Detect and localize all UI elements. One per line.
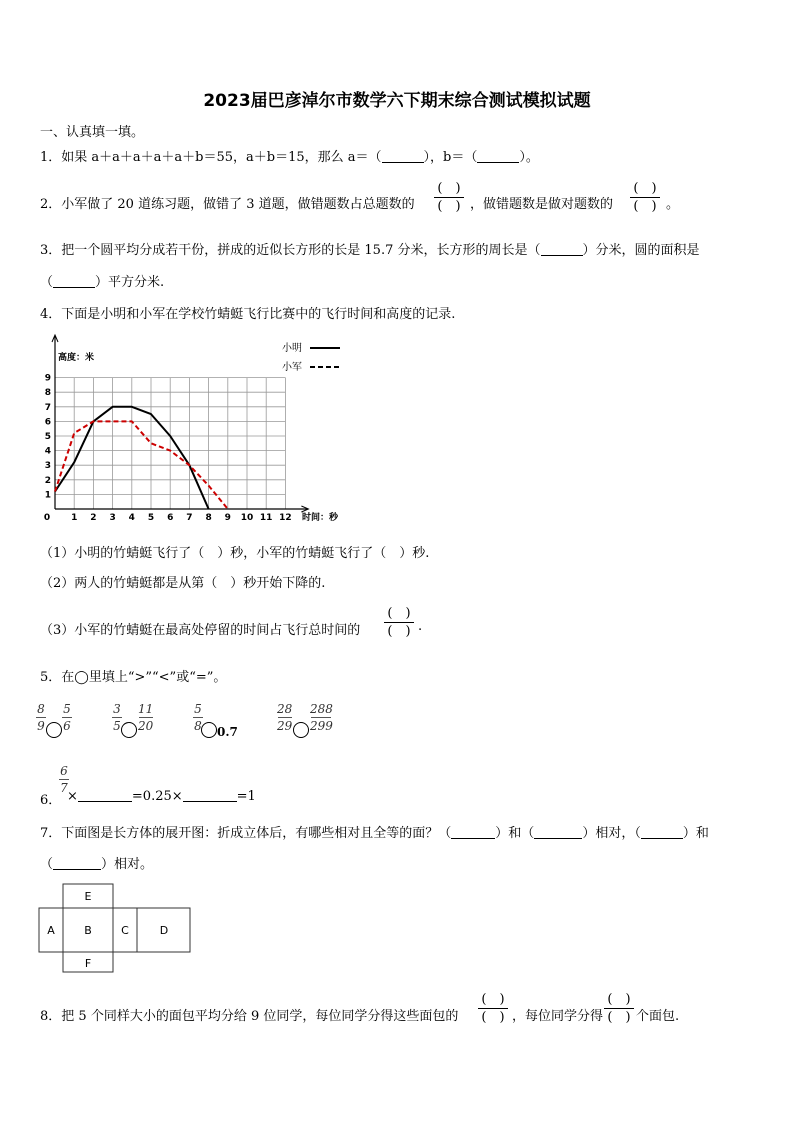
question-3-cont <box>40 271 164 290</box>
answer-fraction[interactable] <box>630 180 660 215</box>
flight-line-chart <box>30 332 360 532</box>
compare-circle[interactable] <box>201 722 217 738</box>
answer-blank[interactable] <box>477 150 519 163</box>
answer-fraction[interactable] <box>384 605 414 640</box>
answer-blank[interactable] <box>183 789 237 802</box>
x-tick-label: 11 <box>259 513 273 523</box>
question-text: ，每位同学分得 <box>512 1009 604 1024</box>
y-tick-label: 2 <box>44 475 51 486</box>
question-4-sub1: （1）小明的竹蜻蜓飞行了（ ）秒，小军的竹蜻蜓飞行了（ ）秒. <box>40 546 430 561</box>
compare-circle[interactable] <box>46 722 62 738</box>
fraction-denominator: ( ) <box>633 199 657 214</box>
question-text: 把 5 个同样大小的面包平均分给 9 位同学，每位同学分得这些面包的 <box>61 1009 459 1024</box>
question-text: ）平方分米. <box>95 275 165 290</box>
question-number: 7． <box>40 826 62 841</box>
question-text: × <box>67 789 78 804</box>
legend-label: 小军 <box>282 362 302 373</box>
fraction: 288 299 <box>310 702 333 733</box>
fraction: 6 7 <box>60 764 68 795</box>
fraction: 5 8 <box>194 702 202 733</box>
x-tick-label: 5 <box>147 513 155 523</box>
answer-blank[interactable] <box>451 826 495 839</box>
legend-label: 小明 <box>282 343 302 354</box>
face-label: B <box>84 924 92 937</box>
y-tick-label: 9 <box>44 373 51 384</box>
question-text: 在◯里填上“>”“<”或“=”。 <box>61 670 227 685</box>
fraction-denominator: ( ) <box>481 1010 505 1025</box>
fraction-denominator: ( ) <box>387 624 411 639</box>
y-tick-label: 8 <box>44 388 51 399</box>
question-number: 4． <box>40 307 62 322</box>
question-8 <box>40 1005 458 1024</box>
x-tick-label: 8 <box>205 513 212 523</box>
x-tick-label: 7 <box>186 513 193 523</box>
answer-fraction[interactable] <box>434 180 464 215</box>
question-text: ）相对，（ <box>582 826 641 841</box>
fraction: 3 5 <box>113 702 121 733</box>
question-4 <box>40 303 455 322</box>
fraction-numerator: ( ) <box>437 181 461 196</box>
face-label: A <box>47 924 55 937</box>
question-3 <box>40 239 700 258</box>
answer-blank[interactable] <box>382 150 424 163</box>
x-tick-label: 1 <box>71 513 78 523</box>
question-number: 6． <box>40 793 62 808</box>
fraction-denominator: ( ) <box>607 1010 631 1025</box>
face-label: F <box>84 957 92 970</box>
y-axis-label: 高度：米 <box>58 353 95 363</box>
question-6 <box>67 789 256 804</box>
question-7-cont <box>40 853 153 872</box>
question-text: ）和（ <box>495 826 535 841</box>
x-tick-label: 10 <box>240 513 254 523</box>
fraction-numerator: ( ) <box>387 606 411 621</box>
face-label: E <box>84 890 92 903</box>
fraction-numerator: ( ) <box>481 992 505 1007</box>
answer-blank[interactable] <box>541 243 583 256</box>
question-7 <box>40 822 709 841</box>
decimal-value: 0.7 <box>217 725 238 739</box>
chart-series <box>55 407 228 509</box>
question-text: . <box>418 619 423 634</box>
question-text: ）分米，圆的面积是 <box>582 243 700 258</box>
fraction: 28 29 <box>277 702 293 733</box>
y-tick-label: 7 <box>44 402 51 413</box>
question-text: 下面是小明和小军在学校竹蜻蜓飞行比赛中的飞行时间和高度的记录. <box>61 307 456 322</box>
question-number: 1． <box>40 150 62 165</box>
answer-blank[interactable] <box>534 826 582 839</box>
question-2 <box>40 193 415 212</box>
answer-fraction[interactable] <box>604 991 634 1026</box>
x-tick-label: 12 <box>279 513 292 523</box>
fraction-numerator: ( ) <box>607 992 631 1007</box>
y-tick-label: 3 <box>44 461 51 472</box>
answer-blank[interactable] <box>53 857 101 870</box>
y-tick-label: 5 <box>44 432 51 442</box>
question-number: 8． <box>40 1009 62 1024</box>
y-tick-label: 6 <box>44 417 51 428</box>
question-4-sub3: （3）小军的竹蜻蜓在最高处停留的时间占飞行总时间的 <box>40 623 361 638</box>
question-4-sub2: （2）两人的竹蜻蜓都是从第（ ）秒开始下降的. <box>40 576 326 591</box>
question-text: 小军做了 20 道练习题，做错了 3 道题，做错题数占总题数的 <box>61 197 415 212</box>
compare-circle[interactable] <box>293 722 309 738</box>
x-tick-label: 6 <box>167 513 174 523</box>
question-text: （ <box>40 275 54 290</box>
y-tick-label: 4 <box>44 446 51 457</box>
question-number: 5． <box>40 670 62 685</box>
question-text: ，做错题数是做对题数的 <box>470 197 614 212</box>
question-text: 个面包. <box>636 1009 680 1024</box>
question-number: 2． <box>40 197 62 212</box>
question-text: ）相对。 <box>101 857 154 872</box>
page-title: 2023届巴彦淖尔市数学六下期末综合测试模拟试题 <box>203 91 591 111</box>
x-tick-label: 9 <box>224 513 231 523</box>
x-axis-label: 时间：秒 <box>302 513 339 523</box>
question-text: 如果 a＋a＋a＋a＋a＋b＝55，a＋b＝15，那么 a＝（ <box>61 150 382 165</box>
question-5 <box>40 666 226 685</box>
x-tick-label: 3 <box>109 513 116 523</box>
chart-legend <box>282 341 340 373</box>
question-text: ），b＝（ <box>423 150 478 165</box>
fraction: 11 20 <box>138 702 154 733</box>
answer-blank[interactable] <box>78 789 132 802</box>
question-text: =0.25× <box>131 789 183 804</box>
cuboid-net-diagram <box>36 882 196 976</box>
section-heading: 一、认真填一填。 <box>40 125 145 140</box>
answer-blank[interactable] <box>641 826 683 839</box>
question-text: ）。 <box>519 150 539 165</box>
answer-blank[interactable] <box>53 275 95 288</box>
question-1 <box>40 146 539 165</box>
question-text: 把一个圆平均分成若干份，拼成的近似长方形的长是 15.7 分米，长方形的周长是（ <box>61 243 541 258</box>
question-text: （ <box>40 857 54 872</box>
fraction: 5 6 <box>63 702 71 733</box>
answer-fraction[interactable] <box>478 991 508 1026</box>
face-label: C <box>121 924 129 937</box>
x-tick-label: 2 <box>90 513 97 523</box>
question-text: ）和 <box>682 826 709 841</box>
question-text: =1 <box>236 789 256 804</box>
y-tick-label: 1 <box>44 490 51 501</box>
fraction-numerator: ( ) <box>633 181 657 196</box>
fraction-denominator: ( ) <box>437 199 461 214</box>
question-text: 下面图是长方体的展开图：折成立体后，有哪些相对且全等的面？（ <box>61 826 452 841</box>
x-tick-label: 0 <box>43 513 51 523</box>
face-label: D <box>159 924 169 937</box>
question-number: 3． <box>40 243 62 258</box>
x-tick-label: 4 <box>128 513 135 523</box>
compare-circle[interactable] <box>121 722 137 738</box>
chart-grid <box>55 378 285 509</box>
fraction: 8 9 <box>37 702 45 733</box>
question-text: 。 <box>666 197 680 212</box>
